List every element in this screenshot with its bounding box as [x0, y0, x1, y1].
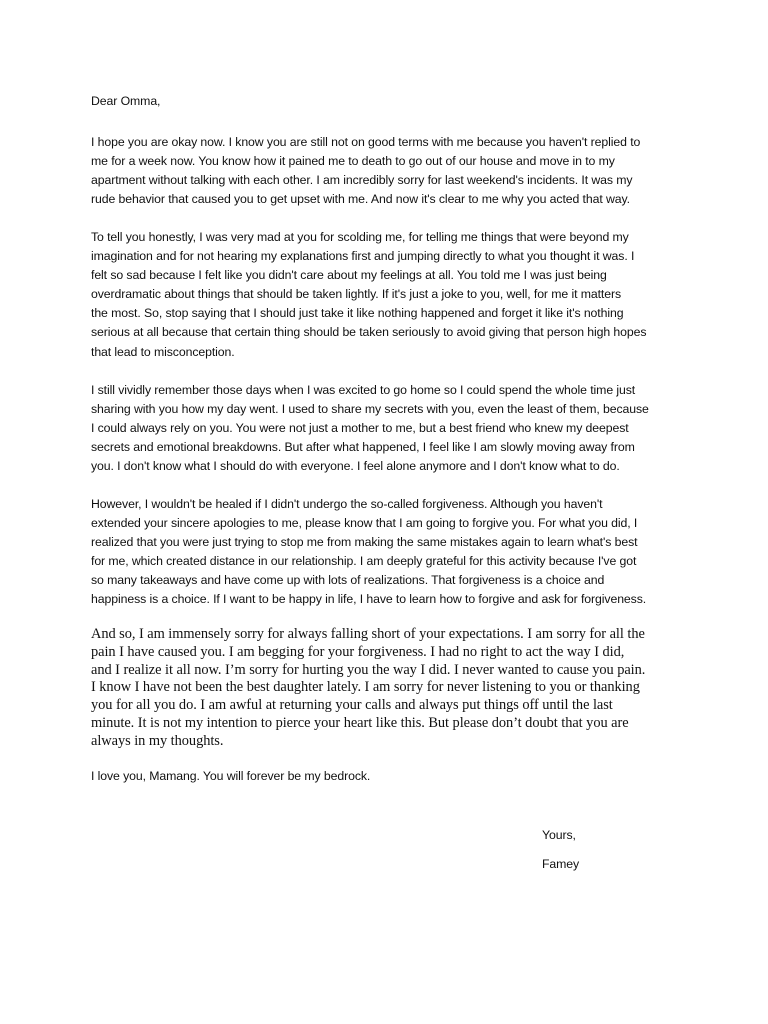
- paragraph-line: serious at all because that certain thing should be taken seriously to avoid giving that person high hopes: [91, 325, 647, 340]
- paragraph-line: happiness is a choice. If I want to be happy in life, I have to learn how to forgive and ask for forgiveness.: [91, 592, 647, 607]
- paragraph-line: extended your sincere apologies to me, please know that I am going to forgive you. For what you did, I: [91, 516, 638, 531]
- letter-paragraph-6: [91, 767, 711, 786]
- paragraph-line: you for all you do. I am awful at returning your calls and always put things off until the last: [91, 697, 613, 714]
- paragraph-line: minute. It is not my intention to pierce your heart like this. But please don’t doubt that you are: [91, 714, 629, 731]
- paragraph-line: sharing with you how my day went. I used to share my secrets with you, even the least of them, because: [91, 402, 649, 417]
- paragraph-line: I could always rely on you. You were not just a mother to me, but a best friend who knew my deepest: [91, 421, 629, 436]
- paragraph-line: so many takeaways and have come up with lots of realizations. That forgiveness is a choice and: [91, 573, 605, 588]
- letter-closing: Yours,: [542, 828, 576, 842]
- paragraph-line: felt so sad because I felt like you didn't care about my feelings at all. You told me I was just being: [91, 268, 607, 283]
- paragraph-line: To tell you honestly, I was very mad at you for scolding me, for telling me things that were beyond my: [91, 230, 629, 244]
- paragraph-line: that lead to misconception.: [91, 344, 235, 359]
- paragraph-line: I still vividly remember those days when I was excited to go home so I could spend the whole time just: [91, 383, 636, 397]
- letter-signature: Famey: [542, 857, 580, 871]
- letter-paragraph-1: [91, 133, 711, 209]
- paragraph-line: And so, I am immensely sorry for always falling short of your expectations. I am sorry for all the: [91, 626, 645, 642]
- paragraph-line: me for a week now. You know how it pained me to death to go out of our house and move in to my: [91, 154, 615, 169]
- paragraph-line: apartment without talking with each other. I am incredibly sorry for last weekend's incidents. It was my: [91, 173, 633, 188]
- paragraph-line: pain I have caused you. I am begging for your forgiveness. I had no right to act the way I did,: [91, 643, 625, 660]
- paragraph-line: However, I wouldn't be healed if I didn't undergo the so-called forgiveness. Although you haven't: [91, 497, 603, 511]
- letter-paragraph-2: [91, 228, 711, 362]
- paragraph-line: the most. So, stop saying that I should just take it like nothing happened and forget it like it's nothing: [91, 306, 624, 321]
- letter-paragraph-3: [91, 381, 711, 476]
- letter-paragraph-5: [91, 626, 711, 751]
- paragraph-line: overdramatic about things that should be taken lightly. If it's just a joke to you, well, for me it matters: [91, 287, 622, 302]
- paragraph-line: I know I have not been the best daughter lately. I am sorry for never listening to you or thanking: [91, 679, 640, 696]
- paragraph-line: rude behavior that caused you to get upset with me. And now it's clear to me why you acted that way.: [91, 192, 630, 207]
- paragraph-line: for me, which created distance in our relationship. I am deeply grateful for this activity because I've got: [91, 554, 637, 569]
- paragraph-line: always in my thoughts.: [91, 732, 224, 749]
- paragraph-line: you. I don't know what I should do with everyone. I feel alone anymore and I don't know what to do.: [91, 459, 620, 474]
- letter-greeting: Dear Omma,: [91, 94, 161, 108]
- paragraph-line: realized that you were just trying to stop me from making the same mistakes again to learn what's best: [91, 535, 638, 550]
- paragraph-line: I hope you are okay now. I know you are still not on good terms with me because you haven't replied to: [91, 135, 641, 149]
- letter-paragraph-4: [91, 495, 711, 610]
- paragraph-line: I love you, Mamang. You will forever be my bedrock.: [91, 769, 371, 783]
- paragraph-line: secrets and emotional breakdowns. But after what happened, I feel like I am slowly moving away from: [91, 440, 635, 455]
- paragraph-line: imagination and for not hearing my explanations first and jumping directly to what you thought it was. I: [91, 249, 635, 264]
- paragraph-line: and I realize it all now. I’m sorry for hurting you the way I did. I never wanted to cause you pain.: [91, 661, 646, 678]
